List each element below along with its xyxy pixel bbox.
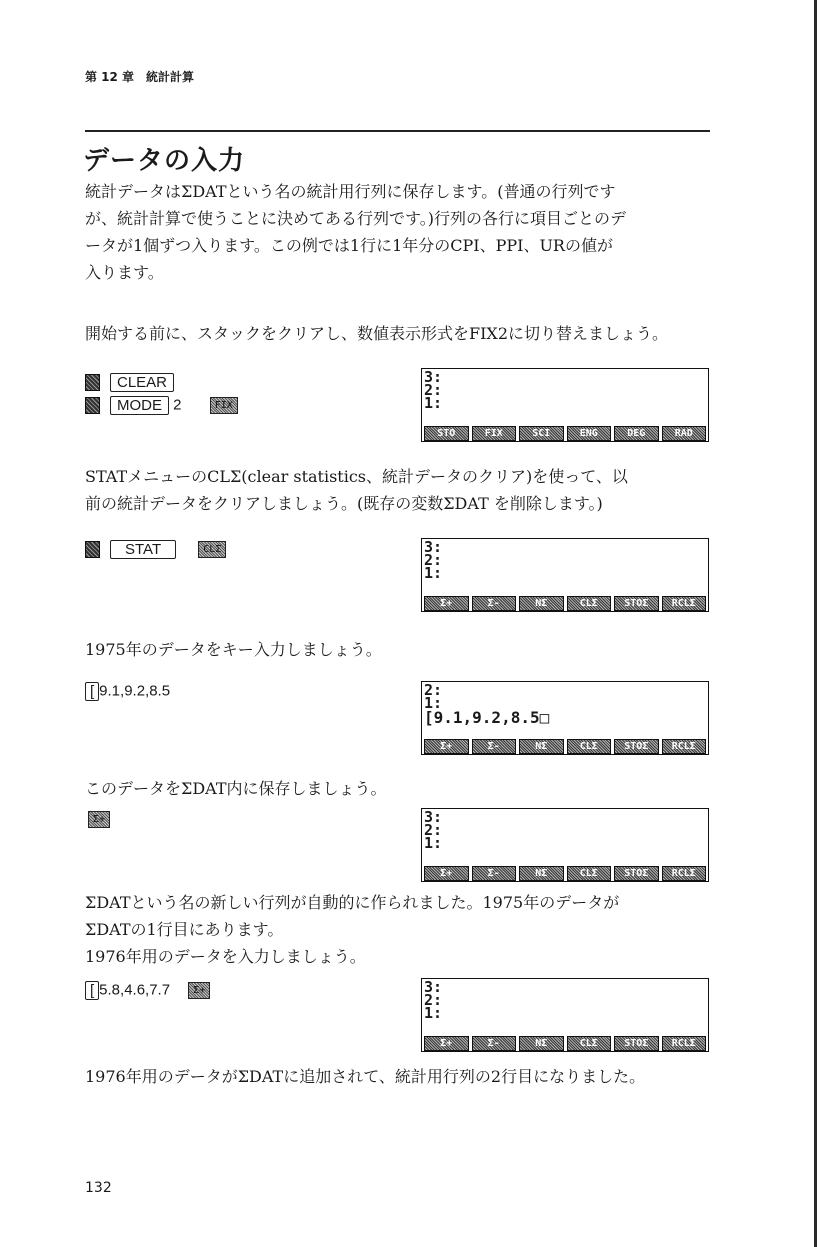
section-title: データの入力 bbox=[83, 146, 246, 176]
fix-softkey[interactable]: FIX bbox=[210, 397, 238, 414]
page-number: 132 bbox=[85, 1180, 112, 1196]
clsigma-softkey[interactable]: CLΣ bbox=[198, 541, 226, 558]
chapter-header: 第 12 章 統計計算 bbox=[85, 70, 195, 84]
calculator-screen bbox=[421, 681, 709, 755]
stat-key[interactable]: STAT bbox=[110, 540, 176, 559]
menu-item[interactable]: Σ+ bbox=[424, 1036, 469, 1051]
menu-item[interactable]: STOΣ bbox=[614, 1036, 659, 1051]
step5-keys bbox=[85, 981, 210, 1000]
stack-lines bbox=[424, 538, 443, 582]
menu-item[interactable]: Σ+ bbox=[424, 866, 469, 881]
menu-item[interactable]: RCLΣ bbox=[662, 739, 707, 754]
menu-item[interactable]: SCI bbox=[519, 426, 564, 441]
intro-line: 入ります。 bbox=[85, 263, 164, 282]
stack-lines bbox=[424, 368, 443, 412]
step2-keys bbox=[85, 540, 226, 559]
step4-keys bbox=[88, 810, 110, 828]
menu-item[interactable]: NΣ bbox=[519, 596, 564, 611]
step5-line: ΣDATの1行目にあります。 bbox=[85, 920, 284, 939]
menu-item[interactable]: RCLΣ bbox=[662, 866, 707, 881]
menu-item[interactable]: ENG bbox=[567, 426, 612, 441]
stack-lines bbox=[424, 681, 550, 727]
stack-line: 2: bbox=[424, 551, 443, 569]
stack-lines bbox=[424, 978, 443, 1022]
stack-line: 2: bbox=[424, 681, 443, 699]
menu-item[interactable]: NΣ bbox=[519, 1036, 564, 1051]
sigma-plus-softkey[interactable]: Σ+ bbox=[88, 811, 110, 828]
menu-item[interactable]: STO bbox=[424, 426, 469, 441]
softkey-menu bbox=[422, 596, 708, 611]
step4-text: このデータをΣDAT内に保存しましょう。 bbox=[85, 779, 387, 798]
softkey-menu bbox=[422, 1036, 708, 1051]
step2-text bbox=[85, 463, 715, 517]
bracket-key[interactable]: [ bbox=[85, 981, 99, 1000]
menu-item[interactable]: CLΣ bbox=[567, 739, 612, 754]
step5-line: 1976年用のデータを入力しましょう。 bbox=[85, 947, 366, 966]
menu-item[interactable]: STOΣ bbox=[614, 596, 659, 611]
stack-line: 1: bbox=[424, 564, 443, 582]
step2-line: STATメニューのCLΣ(clear statistics、統計データのクリア)を使って、以 bbox=[85, 467, 628, 486]
clear-key[interactable]: CLEAR bbox=[110, 373, 174, 392]
menu-item[interactable]: STOΣ bbox=[614, 739, 659, 754]
step5-text bbox=[85, 889, 715, 970]
menu-item[interactable]: STOΣ bbox=[614, 866, 659, 881]
menu-item[interactable]: CLΣ bbox=[567, 596, 612, 611]
stack-line: 3: bbox=[424, 538, 443, 556]
step3-text: 1975年のデータをキー入力しましょう。 bbox=[85, 640, 382, 659]
menu-item[interactable]: FIX bbox=[472, 426, 517, 441]
stack-line: 1: bbox=[424, 834, 443, 852]
stack-line: 2: bbox=[424, 821, 443, 839]
left-shift-key[interactable] bbox=[85, 397, 100, 414]
menu-item[interactable]: Σ+ bbox=[424, 596, 469, 611]
stack-line: 2: bbox=[424, 991, 443, 1009]
menu-item[interactable]: RCLΣ bbox=[662, 596, 707, 611]
command-line: [9.1,9.2,8.5□ bbox=[424, 708, 550, 727]
step5-line: ΣDATという名の新しい行列が自動的に作られました。1975年のデータが bbox=[85, 893, 620, 912]
step5-conclusion: 1976年用のデータがΣDATに追加されて、統計用行列の2行目になりました。 bbox=[85, 1067, 646, 1086]
left-shift-key[interactable] bbox=[85, 374, 100, 391]
step1-keys bbox=[85, 373, 238, 415]
softkey-menu bbox=[422, 739, 708, 754]
intro-line: が、統計計算で使うことに決めてある行列です。)行列の各行に項目ごとのデ bbox=[85, 209, 626, 228]
calculator-screen bbox=[421, 538, 709, 612]
stack-line: 3: bbox=[424, 368, 443, 386]
stack-line: 3: bbox=[424, 808, 443, 826]
menu-item[interactable]: CLΣ bbox=[567, 1036, 612, 1051]
menu-item[interactable]: Σ+ bbox=[424, 739, 469, 754]
menu-item[interactable]: NΣ bbox=[519, 866, 564, 881]
entry-digits: 5.8,4.6,7.7 bbox=[99, 981, 171, 999]
menu-item[interactable]: CLΣ bbox=[567, 866, 612, 881]
menu-item[interactable]: Σ- bbox=[472, 739, 517, 754]
step3-keys bbox=[85, 682, 170, 701]
menu-item[interactable]: RAD bbox=[662, 426, 707, 441]
page-edge-bar bbox=[814, 0, 817, 1247]
menu-item[interactable]: Σ- bbox=[472, 866, 517, 881]
entry-digits: 9.1,9.2,8.5 bbox=[99, 682, 171, 700]
menu-item[interactable]: Σ- bbox=[472, 1036, 517, 1051]
stack-line: 3: bbox=[424, 978, 443, 996]
menu-item[interactable]: RCLΣ bbox=[662, 1036, 707, 1051]
section-rule bbox=[85, 130, 710, 132]
calculator-screen bbox=[421, 808, 709, 882]
stack-lines bbox=[424, 808, 443, 852]
step1-text: 開始する前に、スタックをクリアし、数値表示形式をFIX2に切り替えましょう。 bbox=[85, 324, 668, 343]
mode-key[interactable]: MODE bbox=[110, 396, 169, 415]
softkey-menu bbox=[422, 866, 708, 881]
bracket-key[interactable]: [ bbox=[85, 682, 99, 701]
softkey-menu bbox=[422, 426, 708, 441]
menu-item[interactable]: DEG bbox=[614, 426, 659, 441]
intro-paragraph bbox=[85, 178, 715, 286]
stack-line: 1: bbox=[424, 694, 443, 712]
sigma-plus-softkey[interactable]: Σ+ bbox=[188, 982, 210, 999]
intro-line: 統計データはΣDATという名の統計用行列に保存します。(普通の行列です bbox=[85, 182, 616, 201]
menu-item[interactable]: NΣ bbox=[519, 739, 564, 754]
menu-item[interactable]: Σ- bbox=[472, 596, 517, 611]
calculator-screen bbox=[421, 978, 709, 1052]
intro-line: ータが1個ずつ入ります。この例では1行に1年分のCPI、PPI、URの値が bbox=[85, 236, 613, 255]
digit-key[interactable]: 2 bbox=[173, 396, 182, 414]
left-shift-key[interactable] bbox=[85, 541, 100, 558]
step2-line: 前の統計データをクリアしましょう。(既存の変数ΣDAT を削除します。) bbox=[85, 494, 603, 513]
stack-line: 1: bbox=[424, 394, 443, 412]
calculator-screen bbox=[421, 368, 709, 442]
stack-line: 2: bbox=[424, 381, 443, 399]
stack-line: 1: bbox=[424, 1004, 443, 1022]
